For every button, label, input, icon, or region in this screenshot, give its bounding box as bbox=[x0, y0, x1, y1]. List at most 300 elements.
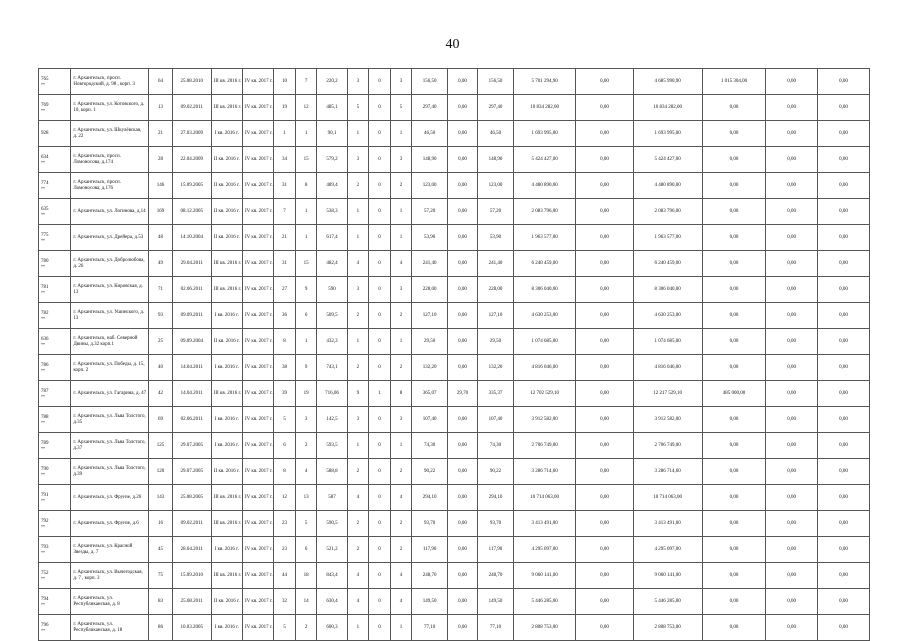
cell-col19: 0,00 bbox=[702, 589, 766, 615]
cell-col15: 148,90 bbox=[478, 147, 514, 173]
row-id: 782 bbox=[41, 310, 49, 316]
cell-col17: 0,00 bbox=[576, 407, 633, 433]
cell-col21: 0,00 bbox=[818, 485, 870, 511]
cell-area: 617,4 bbox=[317, 225, 347, 251]
cell-address: г. Архангельск, ул. Республиканская, д. 18 bbox=[71, 615, 149, 641]
cell-col17: 0,00 bbox=[576, 303, 633, 329]
cell-col10: 2 bbox=[347, 173, 369, 199]
cell-col7: 23 bbox=[274, 537, 296, 563]
cell-col13: 29,50 bbox=[412, 329, 448, 355]
cell-col15: 77,10 bbox=[478, 615, 514, 641]
cell-col20: 0,00 bbox=[766, 277, 818, 303]
cell-area: 90,1 bbox=[317, 121, 347, 147]
cell-col21: 0,00 bbox=[818, 225, 870, 251]
cell-col18: 10 714 063,00 bbox=[633, 485, 702, 511]
cell-col10: 2 bbox=[347, 537, 369, 563]
cell-col7: 44 bbox=[274, 563, 296, 589]
cell-id bbox=[39, 121, 71, 147]
cell-id bbox=[39, 433, 71, 459]
row-mark: ** bbox=[41, 185, 45, 191]
cell-area: 489,4 bbox=[317, 173, 347, 199]
cell-col18: 5 424 427,00 bbox=[633, 147, 702, 173]
cell-cost-total: 6 240 459,00 bbox=[513, 251, 576, 277]
cell-col12: 2 bbox=[390, 173, 412, 199]
resettlement-table bbox=[38, 68, 870, 641]
cell-quarter-end: IV кв. 2017 г. bbox=[242, 251, 273, 277]
cell-quarter-end: IV кв. 2017 г. bbox=[242, 277, 273, 303]
cell-col14: 0,00 bbox=[447, 251, 477, 277]
cell-cost-total: 1 074 685,00 bbox=[513, 329, 576, 355]
cell-col20: 0,00 bbox=[766, 433, 818, 459]
table-row bbox=[39, 251, 870, 277]
cell-date: 10.03.2005 bbox=[172, 615, 211, 641]
cell-col19: 0,00 bbox=[702, 355, 766, 381]
row-mark: ** bbox=[41, 107, 45, 113]
cell-col13: 117,90 bbox=[412, 537, 448, 563]
cell-col20: 0,00 bbox=[766, 95, 818, 121]
cell-col11: 0 bbox=[369, 589, 391, 615]
cell-quarter-start: I кв. 2016 г. bbox=[211, 303, 242, 329]
cell-col8: 6 bbox=[295, 303, 317, 329]
cell-col19: 0,00 bbox=[702, 95, 766, 121]
cell-col21: 0,00 bbox=[818, 121, 870, 147]
cell-cost-total: 4 295 097,00 bbox=[513, 537, 576, 563]
table-row bbox=[39, 433, 870, 459]
cell-quarter-start: II кв. 2016 г. bbox=[211, 225, 242, 251]
cell-address: г. Архангельск, ул. Льва Толстого, д.39 bbox=[71, 459, 149, 485]
cell-quarter-start: I кв. 2016 г. bbox=[211, 121, 242, 147]
cell-col21: 0,00 bbox=[818, 173, 870, 199]
cell-col13: 93,70 bbox=[412, 511, 448, 537]
cell-col13: 74,30 bbox=[412, 433, 448, 459]
cell-col14: 0,00 bbox=[447, 459, 477, 485]
cell-col19: 0,00 bbox=[702, 459, 766, 485]
cell-col7: 5 bbox=[274, 407, 296, 433]
cell-quarter-start: I кв. 2016 г. bbox=[211, 355, 242, 381]
row-id: 636 bbox=[41, 336, 49, 342]
cell-col19: 0,00 bbox=[702, 121, 766, 147]
cell-col13: 148,90 bbox=[412, 147, 448, 173]
cell-col11: 0 bbox=[369, 173, 391, 199]
cell-col20: 0,00 bbox=[766, 251, 818, 277]
cell-quarter-end: IV кв. 2017 г. bbox=[242, 381, 273, 407]
row-mark: ** bbox=[41, 367, 45, 373]
cell-col12: 1 bbox=[390, 329, 412, 355]
cell-col14: 0,00 bbox=[447, 485, 477, 511]
cell-col10: 4 bbox=[347, 589, 369, 615]
cell-col21: 0,00 bbox=[818, 615, 870, 641]
cell-col12: 1 bbox=[390, 615, 412, 641]
cell-col10: 5 bbox=[347, 95, 369, 121]
cell-col14: 0,00 bbox=[447, 355, 477, 381]
cell-col8: 9 bbox=[295, 355, 317, 381]
cell-id bbox=[39, 147, 71, 173]
cell-cost-total: 2 808 753,00 bbox=[513, 615, 576, 641]
cell-col10: 2 bbox=[347, 355, 369, 381]
cell-col8: 7 bbox=[295, 69, 317, 95]
cell-col14: 0,00 bbox=[447, 511, 477, 537]
cell-col21: 0,00 bbox=[818, 199, 870, 225]
cell-col3: 13 bbox=[149, 95, 173, 121]
cell-address: г. Архангельск, ул. Ушинского, д. 13 bbox=[71, 303, 149, 329]
cell-col21: 0,00 bbox=[818, 459, 870, 485]
cell-col14: 0,00 bbox=[447, 615, 477, 641]
cell-col7: 38 bbox=[274, 355, 296, 381]
cell-col8: 13 bbox=[295, 485, 317, 511]
cell-col8: 3 bbox=[295, 407, 317, 433]
cell-col12: 2 bbox=[390, 459, 412, 485]
cell-col12: 2 bbox=[390, 511, 412, 537]
cell-col19: 1 015 304,00 bbox=[702, 69, 766, 95]
cell-col21: 0,00 bbox=[818, 329, 870, 355]
cell-area: 142,5 bbox=[317, 407, 347, 433]
cell-col12: 4 bbox=[390, 589, 412, 615]
cell-area: 220,2 bbox=[317, 69, 347, 95]
cell-quarter-end: IV кв. 2017 г. bbox=[242, 589, 273, 615]
row-id: 928 bbox=[41, 130, 49, 136]
cell-col13: 248,70 bbox=[412, 563, 448, 589]
cell-col10: 3 bbox=[347, 407, 369, 433]
cell-date: 29.07.2005 bbox=[172, 433, 211, 459]
cell-col3: 40 bbox=[149, 355, 173, 381]
cell-col10: 4 bbox=[347, 485, 369, 511]
cell-col10: 9 bbox=[347, 381, 369, 407]
cell-quarter-start: I кв. 2016 г. bbox=[211, 615, 242, 641]
row-id: 752 bbox=[41, 570, 49, 576]
cell-id bbox=[39, 485, 71, 511]
cell-col7: 19 bbox=[274, 95, 296, 121]
cell-col15: 74,30 bbox=[478, 433, 514, 459]
cell-id bbox=[39, 95, 71, 121]
cell-col20: 0,00 bbox=[766, 485, 818, 511]
cell-col3: 25 bbox=[149, 329, 173, 355]
cell-col12: 4 bbox=[390, 251, 412, 277]
cell-col10: 1 bbox=[347, 225, 369, 251]
cell-quarter-end: IV кв. 2017 г. bbox=[242, 147, 273, 173]
cell-area: 600,3 bbox=[317, 615, 347, 641]
cell-col11: 0 bbox=[369, 329, 391, 355]
cell-col14: 29,70 bbox=[447, 381, 477, 407]
cell-id bbox=[39, 459, 71, 485]
cell-col21: 0,00 bbox=[818, 303, 870, 329]
cell-col8: 19 bbox=[295, 381, 317, 407]
cell-id bbox=[39, 537, 71, 563]
cell-quarter-start: III кв. 2016 г. bbox=[211, 277, 242, 303]
cell-col7: 10 bbox=[274, 69, 296, 95]
cell-col21: 0,00 bbox=[818, 381, 870, 407]
cell-col20: 0,00 bbox=[766, 329, 818, 355]
cell-col7: 39 bbox=[274, 381, 296, 407]
cell-area: 716,06 bbox=[317, 381, 347, 407]
cell-col13: 53,90 bbox=[412, 225, 448, 251]
row-id: 791 bbox=[41, 492, 49, 498]
cell-col10: 3 bbox=[347, 147, 369, 173]
cell-cost-total: 10 714 063,00 bbox=[513, 485, 576, 511]
cell-col13: 132,20 bbox=[412, 355, 448, 381]
cell-id bbox=[39, 511, 71, 537]
cell-col21: 0,00 bbox=[818, 355, 870, 381]
cell-col18: 1 963 577,00 bbox=[633, 225, 702, 251]
cell-col11: 0 bbox=[369, 537, 391, 563]
cell-col19: 0,00 bbox=[702, 407, 766, 433]
table-row bbox=[39, 69, 870, 95]
table-row bbox=[39, 615, 870, 641]
cell-id bbox=[39, 407, 71, 433]
table-row bbox=[39, 589, 870, 615]
cell-col10: 2 bbox=[347, 511, 369, 537]
cell-col14: 0,00 bbox=[447, 69, 477, 95]
cell-col7: 1 bbox=[274, 121, 296, 147]
cell-id bbox=[39, 69, 71, 95]
cell-area: 743,1 bbox=[317, 355, 347, 381]
cell-col15: 228,00 bbox=[478, 277, 514, 303]
cell-col18: 2 808 753,00 bbox=[633, 615, 702, 641]
cell-date: 02.06.2011 bbox=[172, 277, 211, 303]
cell-col10: 1 bbox=[347, 433, 369, 459]
cell-col12: 3 bbox=[390, 69, 412, 95]
cell-col21: 0,00 bbox=[818, 147, 870, 173]
cell-col17: 0,00 bbox=[576, 589, 633, 615]
cell-col15: 90,22 bbox=[478, 459, 514, 485]
cell-col18: 2 083 796,00 bbox=[633, 199, 702, 225]
row-mark: ** bbox=[41, 237, 45, 243]
row-mark: ** bbox=[41, 289, 45, 295]
cell-col17: 0,00 bbox=[576, 563, 633, 589]
cell-col17: 0,00 bbox=[576, 511, 633, 537]
cell-col3: 120 bbox=[149, 459, 173, 485]
cell-col15: 294,10 bbox=[478, 485, 514, 511]
cell-address: г. Архангельск, ул. Победы, д. 15, корп. 2 bbox=[71, 355, 149, 381]
cell-col21: 0,00 bbox=[818, 511, 870, 537]
cell-cost-total: 5 424 427,00 bbox=[513, 147, 576, 173]
cell-col10: 4 bbox=[347, 563, 369, 589]
cell-col15: 29,50 bbox=[478, 329, 514, 355]
cell-col18: 1 074 685,00 bbox=[633, 329, 702, 355]
cell-col8: 9 bbox=[295, 277, 317, 303]
cell-address: г. Архангельск, ул. Гагарина, д. 47 bbox=[71, 381, 149, 407]
cell-cost-total: 4 816 046,00 bbox=[513, 355, 576, 381]
cell-col3: 45 bbox=[149, 537, 173, 563]
table-row bbox=[39, 355, 870, 381]
cell-area: 593,5 bbox=[317, 433, 347, 459]
table-row bbox=[39, 147, 870, 173]
cell-col14: 0,00 bbox=[447, 95, 477, 121]
cell-col15: 335,37 bbox=[478, 381, 514, 407]
cell-id bbox=[39, 173, 71, 199]
cell-col20: 0,00 bbox=[766, 69, 818, 95]
cell-col21: 0,00 bbox=[818, 95, 870, 121]
cell-col17: 0,00 bbox=[576, 459, 633, 485]
cell-date: 15.09.2005 bbox=[172, 173, 211, 199]
row-mark: ** bbox=[41, 601, 45, 607]
cell-col17: 0,00 bbox=[576, 147, 633, 173]
cell-col21: 0,00 bbox=[818, 433, 870, 459]
cell-col18: 4 685 990,90 bbox=[633, 69, 702, 95]
table-row bbox=[39, 225, 870, 251]
row-mark: ** bbox=[41, 627, 45, 633]
cell-col14: 0,00 bbox=[447, 329, 477, 355]
cell-quarter-start: III кв. 2016 г. bbox=[211, 69, 242, 95]
cell-quarter-start: I кв. 2016 г. bbox=[211, 537, 242, 563]
cell-col18: 10 834 282,00 bbox=[633, 95, 702, 121]
cell-col20: 0,00 bbox=[766, 173, 818, 199]
table-row bbox=[39, 511, 870, 537]
cell-date: 29.07.2005 bbox=[172, 459, 211, 485]
cell-quarter-start: I кв. 2016 г. bbox=[211, 407, 242, 433]
cell-col14: 0,00 bbox=[447, 225, 477, 251]
row-id: 635 bbox=[41, 206, 49, 212]
cell-col7: 31 bbox=[274, 251, 296, 277]
cell-col14: 0,00 bbox=[447, 147, 477, 173]
cell-col15: 248,70 bbox=[478, 563, 514, 589]
cell-col19: 0,00 bbox=[702, 563, 766, 589]
row-id: 787 bbox=[41, 388, 49, 394]
cell-area: 590,5 bbox=[317, 511, 347, 537]
cell-col17: 0,00 bbox=[576, 329, 633, 355]
table-row bbox=[39, 329, 870, 355]
cell-col15: 132,20 bbox=[478, 355, 514, 381]
cell-col3: 49 bbox=[149, 251, 173, 277]
cell-col3: 83 bbox=[149, 589, 173, 615]
table-row bbox=[39, 563, 870, 589]
cell-col19: 0,00 bbox=[702, 615, 766, 641]
cell-col8: 1 bbox=[295, 225, 317, 251]
cell-quarter-end: IV кв. 2017 г. bbox=[242, 563, 273, 589]
cell-id bbox=[39, 277, 71, 303]
cell-col11: 0 bbox=[369, 485, 391, 511]
cell-col17: 0,00 bbox=[576, 225, 633, 251]
cell-col8: 12 bbox=[295, 95, 317, 121]
table-row bbox=[39, 485, 870, 511]
cell-col14: 0,00 bbox=[447, 277, 477, 303]
row-id: 781 bbox=[41, 284, 49, 290]
page-number: 40 bbox=[445, 37, 460, 52]
row-mark: ** bbox=[41, 393, 45, 399]
cell-col17: 0,00 bbox=[576, 199, 633, 225]
cell-address: г. Архангельск, ул. Льва Толстого, д.37 bbox=[71, 433, 149, 459]
cell-quarter-end: IV кв. 2017 г. bbox=[242, 69, 273, 95]
cell-id bbox=[39, 563, 71, 589]
cell-col15: 53,90 bbox=[478, 225, 514, 251]
cell-col13: 123,00 bbox=[412, 173, 448, 199]
cell-col10: 1 bbox=[347, 329, 369, 355]
row-id: 789 bbox=[41, 440, 49, 446]
cell-col21: 0,00 bbox=[818, 537, 870, 563]
cell-date: 08.12.2005 bbox=[172, 199, 211, 225]
cell-col18: 12 217 529,10 bbox=[633, 381, 702, 407]
cell-col14: 0,00 bbox=[447, 537, 477, 563]
row-mark: ** bbox=[41, 263, 45, 269]
cell-area: 587 bbox=[317, 485, 347, 511]
cell-col11: 0 bbox=[369, 563, 391, 589]
cell-col13: 149,50 bbox=[412, 589, 448, 615]
row-mark: ** bbox=[41, 81, 45, 87]
cell-cost-total: 4 630 253,00 bbox=[513, 303, 576, 329]
cell-address: г. Архангельск, просп. Ломоносова, д.174 bbox=[71, 147, 149, 173]
row-mark: ** bbox=[41, 315, 45, 321]
cell-col8: 15 bbox=[295, 251, 317, 277]
cell-id bbox=[39, 251, 71, 277]
cell-col15: 117,90 bbox=[478, 537, 514, 563]
cell-col7: 5 bbox=[274, 615, 296, 641]
cell-col7: 8 bbox=[274, 329, 296, 355]
cell-col13: 241,40 bbox=[412, 251, 448, 277]
cell-cost-total: 5 701 294,90 bbox=[513, 69, 576, 95]
cell-quarter-end: IV кв. 2017 г. bbox=[242, 121, 273, 147]
cell-quarter-start: I кв. 2016 г. bbox=[211, 433, 242, 459]
cell-col20: 0,00 bbox=[766, 563, 818, 589]
cell-cost-total: 4 480 890,00 bbox=[513, 173, 576, 199]
cell-col11: 0 bbox=[369, 303, 391, 329]
row-mark: ** bbox=[41, 471, 45, 477]
cell-quarter-start: II кв. 2016 г. bbox=[211, 173, 242, 199]
cell-col11: 1 bbox=[369, 381, 391, 407]
cell-col7: 27 bbox=[274, 277, 296, 303]
row-id: 790 bbox=[41, 466, 49, 472]
cell-col17: 0,00 bbox=[576, 381, 633, 407]
cell-date: 14.10.2004 bbox=[172, 225, 211, 251]
cell-col7: 32 bbox=[274, 589, 296, 615]
cell-date: 09.09.2011 bbox=[172, 303, 211, 329]
table-row bbox=[39, 537, 870, 563]
cell-cost-total: 9 060 141,00 bbox=[513, 563, 576, 589]
cell-cost-total: 1 963 577,00 bbox=[513, 225, 576, 251]
cell-col19: 0,00 bbox=[702, 511, 766, 537]
cell-col20: 0,00 bbox=[766, 121, 818, 147]
cell-cost-total: 5 446 285,00 bbox=[513, 589, 576, 615]
cell-col13: 156,50 bbox=[412, 69, 448, 95]
cell-col7: 23 bbox=[274, 511, 296, 537]
cell-date: 09.02.2011 bbox=[172, 95, 211, 121]
row-id: 774 bbox=[41, 180, 49, 186]
cell-col11: 0 bbox=[369, 277, 391, 303]
cell-col19: 0,00 bbox=[702, 433, 766, 459]
cell-col3: 48 bbox=[149, 225, 173, 251]
cell-col3: 71 bbox=[149, 277, 173, 303]
cell-col18: 4 480 890,00 bbox=[633, 173, 702, 199]
cell-id bbox=[39, 225, 71, 251]
cell-col18: 2 706 749,00 bbox=[633, 433, 702, 459]
cell-col19: 0,00 bbox=[702, 173, 766, 199]
cell-col18: 4 630 253,00 bbox=[633, 303, 702, 329]
cell-col8: 18 bbox=[295, 563, 317, 589]
cell-quarter-start: III кв. 2016 г. bbox=[211, 381, 242, 407]
table-row bbox=[39, 277, 870, 303]
cell-date: 02.06.2011 bbox=[172, 407, 211, 433]
cell-col17: 0,00 bbox=[576, 121, 633, 147]
cell-quarter-start: III кв. 2016 г. bbox=[211, 563, 242, 589]
cell-area: 579,2 bbox=[317, 147, 347, 173]
cell-col20: 0,00 bbox=[766, 511, 818, 537]
cell-quarter-end: IV кв. 2017 г. bbox=[242, 199, 273, 225]
cell-id bbox=[39, 329, 71, 355]
cell-quarter-end: IV кв. 2017 г. bbox=[242, 459, 273, 485]
cell-col11: 0 bbox=[369, 433, 391, 459]
cell-cost-total: 8 306 040,00 bbox=[513, 277, 576, 303]
cell-col13: 77,10 bbox=[412, 615, 448, 641]
cell-col14: 0,00 bbox=[447, 589, 477, 615]
cell-col12: 1 bbox=[390, 121, 412, 147]
cell-col12: 3 bbox=[390, 277, 412, 303]
cell-col7: 7 bbox=[274, 199, 296, 225]
cell-col13: 107,40 bbox=[412, 407, 448, 433]
cell-date: 09.09.2004 bbox=[172, 329, 211, 355]
cell-col17: 0,00 bbox=[576, 433, 633, 459]
cell-col20: 0,00 bbox=[766, 147, 818, 173]
cell-quarter-end: IV кв. 2017 г. bbox=[242, 537, 273, 563]
cell-cost-total: 3 912 582,00 bbox=[513, 407, 576, 433]
cell-quarter-start: III кв. 2016 г. bbox=[211, 251, 242, 277]
